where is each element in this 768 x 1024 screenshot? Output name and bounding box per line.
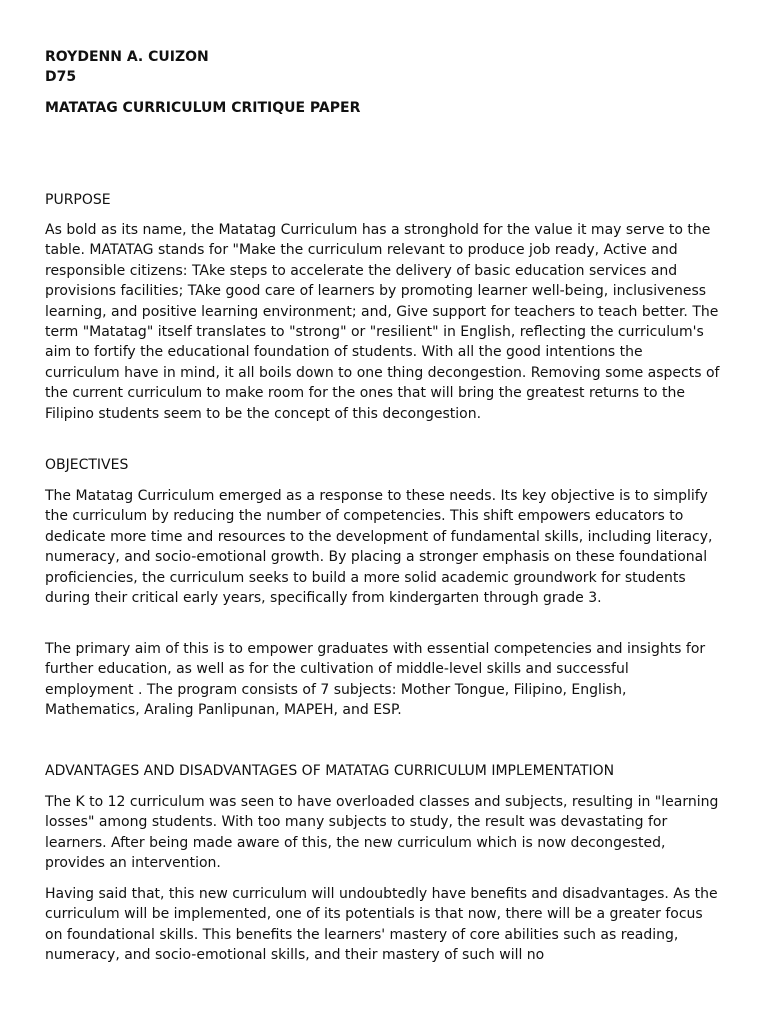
section-heading-purpose: PURPOSE xyxy=(45,192,111,208)
objectives-paragraph-2: The primary aim of this is to empower graduates with essential competencies and insights for further education, as well as for the cultivation of middle-level skills and successful employment . The program consists of 7 subjects: Mother Tongue, Filipino, English, Mathematics, Araling Panlipunan, MAPEH, and ESP. xyxy=(45,641,706,719)
purpose-paragraph: As bold as its name, the Matatag Curriculum has a stronghold for the value it may serve to the table. MATATAG stands for "Make the curriculum relevant to produce job ready, Active and responsible citizens: TAke steps to accelerate the delivery of basic education services and provisions facilities; TAke good care of learners by promoting learner well-being, inclusiveness learning, and positive learning environment; and, Give support for teachers to teach better. The term "Matatag" itself translates to "strong" or "resilient" in English, reflecting the curriculum's aim to fortify the educational foundation of students. With all the good intentions the curriculum have in mind, it all boils down to one thing decongestion. Removing some aspects of the current curriculum to make room for the ones that will bring the greatest returns to the Filipino students seem to be the concept of this decongestion. xyxy=(45,222,720,422)
section-heading-objectives: OBJECTIVES xyxy=(45,457,129,473)
advantages-paragraph-1: The K to 12 curriculum was seen to have overloaded classes and subjects, resulting in "learning losses" among students. With too many subjects to study, the result was devastating for learners. After being made aware of this, the new curriculum which is now decongested, provides an intervention. xyxy=(45,794,719,872)
author-code: D75 xyxy=(45,69,77,85)
section-heading-advantages: ADVANTAGES AND DISADVANTAGES OF MATATAG CURRICULUM IMPLEMENTATION xyxy=(45,763,615,779)
advantages-paragraph-2: Having said that, this new curriculum will undoubtedly have benefits and disadvantages. As the curriculum will be implemented, one of its potentials is that now, there will be a greater focus on foundational skills. This benefits the learners' mastery of core abilities such as reading, numeracy, and socio-emotional skills, and their mastery of such will no xyxy=(45,886,718,964)
author-name: ROYDENN A. CUIZON xyxy=(45,49,209,65)
objectives-paragraph-1: The Matatag Curriculum emerged as a response to these needs. Its key objective is to simplify the curriculum by reducing the number of competencies. This shift empowers educators to dedicate more time and resources to the development of fundamental skills, including literacy, numeracy, and socio-emotional growth. By placing a stronger emphasis on these foundational proficiencies, the curriculum seeks to build a more solid academic groundwork for students during their critical early years, specifically from kindergarten through grade 3. xyxy=(45,488,713,607)
page-title: MATATAG CURRICULUM CRITIQUE PAPER xyxy=(45,100,361,116)
